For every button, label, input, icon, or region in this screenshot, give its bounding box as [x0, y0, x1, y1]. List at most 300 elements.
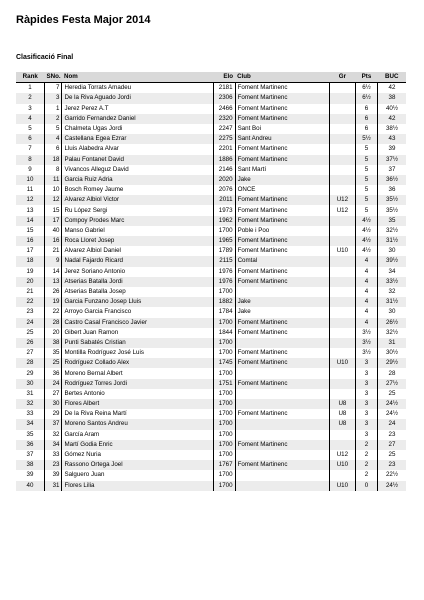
cell-points: 4: [356, 267, 378, 277]
cell-points: 4: [356, 287, 378, 297]
cell-buc: 32: [388, 288, 396, 296]
table-row: [16, 226, 406, 236]
cell-group: [329, 83, 355, 94]
cell-group: [329, 144, 355, 154]
cell-sno: 20: [44, 328, 62, 338]
cell-sno: 7: [44, 83, 62, 94]
table-row: [16, 419, 406, 429]
cell-points: 4: [356, 307, 378, 317]
cell-club: [235, 430, 329, 440]
cell-group: [329, 226, 355, 236]
col-header-points: Pts: [356, 72, 378, 83]
cell-group: [329, 440, 355, 450]
cell-name: Chalmeta Ugas Jordi: [62, 124, 213, 134]
cell-elo: 1789: [213, 246, 235, 256]
cell-points: 3: [356, 419, 378, 429]
cell-club: Foment Martinenc: [235, 216, 329, 226]
cell-name: Rassono Ortega Joel: [62, 460, 213, 470]
cell-elo: 1700: [213, 348, 235, 358]
table-row: [16, 481, 406, 491]
cell-group: [329, 277, 355, 287]
cell-club: [235, 450, 329, 460]
cell-name: Nadal Fajardo Ricard: [62, 256, 213, 266]
cell-elo: 1882: [213, 297, 235, 307]
cell-group: [329, 379, 355, 389]
cell-group: U8: [329, 399, 355, 409]
cell-points: 5: [356, 165, 378, 175]
cell-sno: 9: [44, 256, 62, 266]
cell-rank: 11: [16, 185, 44, 195]
cell-club: Foment Martinenc: [235, 155, 329, 165]
col-header-rank: Rank: [16, 72, 44, 83]
cell-buc: 24½: [385, 481, 398, 489]
cell-buc: 37: [388, 165, 396, 173]
cell-name: Compoy Prodes Marc: [62, 216, 213, 226]
col-header-name: Nom: [62, 72, 213, 83]
cell-sno: 11: [44, 175, 62, 185]
table-row: [16, 318, 406, 328]
cell-rank: 19: [16, 267, 44, 277]
cell-group: [329, 430, 355, 440]
cell-rank: 3: [16, 104, 44, 114]
cell-name: Flores Lilia: [62, 481, 213, 491]
cell-name: Roca Lloret Josep: [62, 236, 213, 246]
cell-buc: 34: [388, 267, 396, 275]
cell-rank: 5: [16, 124, 44, 134]
cell-group: U12: [329, 450, 355, 460]
cell-name: García Aram: [62, 430, 213, 440]
cell-rank: 16: [16, 236, 44, 246]
cell-buc: 24½: [385, 410, 398, 418]
cell-rank: 15: [16, 226, 44, 236]
cell-name: Rodríguez Torres Jordi: [62, 379, 213, 389]
cell-rank: 39: [16, 470, 44, 480]
cell-elo: 1965: [213, 236, 235, 246]
cell-name: Arroyo Garcia Francisco: [62, 307, 213, 317]
cell-points: 4½: [356, 236, 378, 246]
cell-club: Foment Martinenc: [235, 114, 329, 124]
table-row: [16, 134, 406, 144]
cell-buc: 39½: [385, 257, 398, 265]
table-row: [16, 307, 406, 317]
cell-buc: 32½: [385, 328, 398, 336]
cell-club: Sant Martí: [235, 165, 329, 175]
cell-name: Rodríguez Collado Alex: [62, 358, 213, 368]
cell-sno: 17: [44, 216, 62, 226]
cell-rank: 17: [16, 246, 44, 256]
cell-points: 4½: [356, 216, 378, 226]
table-row: [16, 379, 406, 389]
cell-sno: 16: [44, 236, 62, 246]
cell-points: 5½: [356, 134, 378, 144]
cell-rank: 4: [16, 114, 44, 124]
cell-name: Garcia Funzano Josep Lluis: [62, 297, 213, 307]
cell-sno: 5: [44, 124, 62, 134]
cell-club: Sant Andreu: [235, 134, 329, 144]
cell-name: Atserias Batalla Jordi: [62, 277, 213, 287]
cell-rank: 14: [16, 216, 44, 226]
cell-points: 3½: [356, 348, 378, 358]
cell-name: Manso Gabriel: [62, 226, 213, 236]
cell-club: Foment Martinenc: [235, 236, 329, 246]
cell-club: Jake: [235, 307, 329, 317]
cell-buc: 28: [388, 369, 396, 377]
cell-elo: 1784: [213, 307, 235, 317]
table-row: [16, 195, 406, 205]
cell-points: 4: [356, 318, 378, 328]
cell-buc: 27½: [385, 379, 398, 387]
cell-points: 5: [356, 185, 378, 195]
table-row: [16, 399, 406, 409]
cell-name: Martí Godia Enric: [62, 440, 213, 450]
cell-points: 4½: [356, 226, 378, 236]
cell-group: [329, 93, 355, 103]
cell-points: 4: [356, 277, 378, 287]
cell-rank: 40: [16, 481, 44, 491]
cell-elo: 1700: [213, 450, 235, 460]
cell-elo: 1844: [213, 328, 235, 338]
cell-name: De la Riva Aguado Jordi: [62, 93, 213, 103]
cell-elo: 1700: [213, 226, 235, 236]
col-header-club: Club: [235, 72, 329, 83]
cell-elo: 1767: [213, 460, 235, 470]
cell-sno: 39: [44, 470, 62, 480]
cell-rank: 30: [16, 379, 44, 389]
cell-name: Ru López Sergi: [62, 205, 213, 215]
cell-buc: 30: [388, 247, 396, 255]
cell-club: Foment Martinenc: [235, 246, 329, 256]
cell-rank: 29: [16, 368, 44, 378]
cell-club: Foment Martinenc: [235, 83, 329, 94]
cell-club: [235, 470, 329, 480]
table-row: [16, 216, 406, 226]
table-row: [16, 205, 406, 215]
cell-club: [235, 338, 329, 348]
table-row: [16, 165, 406, 175]
cell-rank: 27: [16, 348, 44, 358]
cell-name: Bertes Antonio: [62, 389, 213, 399]
cell-rank: 13: [16, 205, 44, 215]
cell-elo: 1700: [213, 440, 235, 450]
cell-group: [329, 318, 355, 328]
cell-rank: 10: [16, 175, 44, 185]
table-row: [16, 236, 406, 246]
cell-group: [329, 348, 355, 358]
cell-group: [329, 338, 355, 348]
cell-club: Poble i Poo: [235, 226, 329, 236]
table-row: [16, 155, 406, 165]
cell-rank: 28: [16, 358, 44, 368]
cell-sno: 31: [44, 481, 62, 491]
cell-sno: 14: [44, 267, 62, 277]
cell-points: 3: [356, 409, 378, 419]
cell-group: [329, 185, 355, 195]
cell-sno: 4: [44, 134, 62, 144]
cell-points: 2: [356, 440, 378, 450]
cell-rank: 24: [16, 318, 44, 328]
cell-elo: 1700: [213, 368, 235, 378]
cell-points: 3: [356, 368, 378, 378]
cell-group: [329, 297, 355, 307]
table-row: [16, 450, 406, 460]
cell-elo: 1886: [213, 155, 235, 165]
cell-rank: 6: [16, 134, 44, 144]
cell-group: [329, 470, 355, 480]
cell-sno: 21: [44, 246, 62, 256]
cell-name: Salguero Juan: [62, 470, 213, 480]
cell-name: Gómez Nuria: [62, 450, 213, 460]
cell-elo: 2076: [213, 185, 235, 195]
cell-rank: 9: [16, 165, 44, 175]
cell-elo: 1700: [213, 430, 235, 440]
cell-rank: 26: [16, 338, 44, 348]
table-row: [16, 470, 406, 480]
table-row: [16, 440, 406, 450]
cell-points: 3: [356, 389, 378, 399]
cell-group: [329, 267, 355, 277]
table-row: [16, 185, 406, 195]
cell-points: 4: [356, 256, 378, 266]
cell-elo: 1700: [213, 470, 235, 480]
table-row: [16, 175, 406, 185]
cell-club: Foment Martinenc: [235, 460, 329, 470]
cell-club: Foment Martinenc: [235, 104, 329, 114]
cell-club: Comtal: [235, 256, 329, 266]
cell-points: 6½: [356, 93, 378, 103]
cell-buc: 30: [388, 308, 396, 316]
cell-points: 3½: [356, 338, 378, 348]
cell-elo: 1700: [213, 389, 235, 399]
cell-group: [329, 389, 355, 399]
col-header-elo: Elo: [213, 72, 235, 83]
cell-club: [235, 368, 329, 378]
cell-buc: 38½: [385, 125, 398, 133]
cell-sno: 37: [44, 419, 62, 429]
table-row: [16, 93, 406, 103]
cell-group: U10: [329, 481, 355, 491]
cell-sno: 30: [44, 399, 62, 409]
cell-buc: 26½: [385, 318, 398, 326]
cell-rank: 21: [16, 287, 44, 297]
cell-name: Castellana Egea Ezrar: [62, 134, 213, 144]
table-row: [16, 114, 406, 124]
cell-name: Moreno Bernal Albert: [62, 368, 213, 378]
cell-buc: 42: [388, 114, 396, 122]
cell-buc: 31: [388, 338, 396, 346]
cell-points: 5: [356, 155, 378, 165]
cell-club: Foment Martinenc: [235, 195, 329, 205]
cell-sno: 23: [44, 460, 62, 470]
cell-club: [235, 287, 329, 297]
cell-points: 2: [356, 460, 378, 470]
cell-club: Foment Martinenc: [235, 318, 329, 328]
cell-name: Jerez Perez A.T: [62, 104, 213, 114]
cell-buc: 31½: [385, 237, 398, 245]
cell-sno: 13: [44, 277, 62, 287]
cell-elo: 1973: [213, 205, 235, 215]
cell-group: U8: [329, 409, 355, 419]
header-row: [16, 72, 406, 83]
cell-elo: 1700: [213, 318, 235, 328]
cell-rank: 7: [16, 144, 44, 154]
cell-group: [329, 368, 355, 378]
cell-rank: 23: [16, 307, 44, 317]
table-row: [16, 430, 406, 440]
cell-sno: 24: [44, 379, 62, 389]
cell-elo: 2320: [213, 114, 235, 124]
cell-group: [329, 328, 355, 338]
cell-elo: 1700: [213, 338, 235, 348]
cell-group: U10: [329, 246, 355, 256]
section-title: Clasificació Final: [16, 54, 74, 61]
cell-sno: 27: [44, 389, 62, 399]
cell-points: 6: [356, 114, 378, 124]
cell-club: Foment Martinenc: [235, 409, 329, 419]
cell-name: Palau Fontanet David: [62, 155, 213, 165]
table-row: [16, 287, 406, 297]
cell-elo: 1751: [213, 379, 235, 389]
cell-points: 3: [356, 430, 378, 440]
cell-buc: 36: [388, 186, 396, 194]
cell-sno: 28: [44, 318, 62, 328]
cell-buc: 42: [388, 84, 396, 92]
cell-points: 5: [356, 205, 378, 215]
col-header-sno: SNo.: [44, 72, 62, 83]
document-title: Ràpides Festa Major 2014: [16, 14, 151, 26]
cell-club: Foment Martinenc: [235, 379, 329, 389]
cell-sno: 3: [44, 93, 62, 103]
cell-points: 3: [356, 379, 378, 389]
cell-group: [329, 114, 355, 124]
cell-name: Alvarez Albiol Daniel: [62, 246, 213, 256]
table-row: [16, 460, 406, 470]
cell-points: 3: [356, 399, 378, 409]
cell-points: 5: [356, 144, 378, 154]
cell-name: Moreno Santos Andreu: [62, 419, 213, 429]
cell-sno: 36: [44, 368, 62, 378]
cell-rank: 34: [16, 419, 44, 429]
cell-rank: 1: [16, 83, 44, 94]
cell-elo: 1700: [213, 399, 235, 409]
cell-buc: 35: [388, 216, 396, 224]
cell-buc: 35½: [385, 206, 398, 214]
cell-rank: 37: [16, 450, 44, 460]
cell-sno: 33: [44, 450, 62, 460]
cell-club: Foment Martinenc: [235, 348, 329, 358]
cell-club: Jake: [235, 297, 329, 307]
cell-name: De la Riva Reina Martí: [62, 409, 213, 419]
cell-group: [329, 216, 355, 226]
cell-points: 6: [356, 124, 378, 134]
cell-elo: 1700: [213, 287, 235, 297]
cell-buc: 32½: [385, 226, 398, 234]
col-header-buc: BUC: [377, 72, 406, 83]
cell-buc: 27: [388, 440, 396, 448]
table-row: [16, 246, 406, 256]
cell-points: 4: [356, 297, 378, 307]
table-row: [16, 328, 406, 338]
table-row: [16, 338, 406, 348]
cell-group: U10: [329, 460, 355, 470]
cell-elo: 1700: [213, 481, 235, 491]
cell-club: [235, 389, 329, 399]
cell-name: Vivancos Alleguz David: [62, 165, 213, 175]
cell-rank: 12: [16, 195, 44, 205]
cell-name: Garrido Fernandez Daniel: [62, 114, 213, 124]
cell-rank: 35: [16, 430, 44, 440]
cell-elo: 2011: [213, 195, 235, 205]
cell-rank: 33: [16, 409, 44, 419]
cell-rank: 32: [16, 399, 44, 409]
cell-points: 5: [356, 175, 378, 185]
cell-elo: 2020: [213, 175, 235, 185]
cell-sno: 1: [44, 104, 62, 114]
table-row: [16, 124, 406, 134]
cell-sno: 35: [44, 348, 62, 358]
cell-name: Garcia Ruiz Adria: [62, 175, 213, 185]
cell-rank: 22: [16, 297, 44, 307]
cell-buc: 22½: [385, 471, 398, 479]
cell-group: [329, 165, 355, 175]
cell-buc: 37½: [385, 155, 398, 163]
cell-buc: 40½: [385, 104, 398, 112]
cell-club: Foment Martinenc: [235, 93, 329, 103]
cell-buc: 35½: [385, 196, 398, 204]
table-row: [16, 368, 406, 378]
cell-sno: 19: [44, 297, 62, 307]
cell-elo: 2247: [213, 124, 235, 134]
cell-points: 6½: [356, 83, 378, 94]
cell-sno: 8: [44, 165, 62, 175]
cell-club: [235, 481, 329, 491]
cell-group: [329, 155, 355, 165]
table-row: [16, 144, 406, 154]
cell-sno: 34: [44, 440, 62, 450]
cell-elo: 1976: [213, 277, 235, 287]
cell-name: Castro Casal Francisco Javier: [62, 318, 213, 328]
cell-name: Montilla Rodríguez José Luis: [62, 348, 213, 358]
cell-club: Foment Martinenc: [235, 277, 329, 287]
col-header-group: Gr: [329, 72, 355, 83]
table-row: [16, 297, 406, 307]
cell-elo: 1976: [213, 267, 235, 277]
table-row: [16, 409, 406, 419]
cell-rank: 36: [16, 440, 44, 450]
cell-group: U12: [329, 205, 355, 215]
cell-sno: 40: [44, 226, 62, 236]
cell-club: Foment Martinenc: [235, 328, 329, 338]
cell-group: U10: [329, 358, 355, 368]
cell-club: Foment Martinenc: [235, 358, 329, 368]
cell-group: [329, 236, 355, 246]
cell-buc: 24½: [385, 400, 398, 408]
cell-name: Punti Sabatés Cristian: [62, 338, 213, 348]
cell-elo: 2181: [213, 83, 235, 94]
cell-points: 2: [356, 470, 378, 480]
cell-group: [329, 134, 355, 144]
cell-group: U8: [329, 419, 355, 429]
cell-elo: 2275: [213, 134, 235, 144]
cell-elo: 1700: [213, 419, 235, 429]
cell-sno: 26: [44, 287, 62, 297]
cell-buc: 38: [388, 94, 396, 102]
cell-rank: 25: [16, 328, 44, 338]
table-row: [16, 83, 406, 94]
cell-sno: 12: [44, 195, 62, 205]
cell-name: Jerez Soriano Antonio: [62, 267, 213, 277]
cell-sno: 25: [44, 358, 62, 368]
cell-name: Atserias Batalla Josep: [62, 287, 213, 297]
